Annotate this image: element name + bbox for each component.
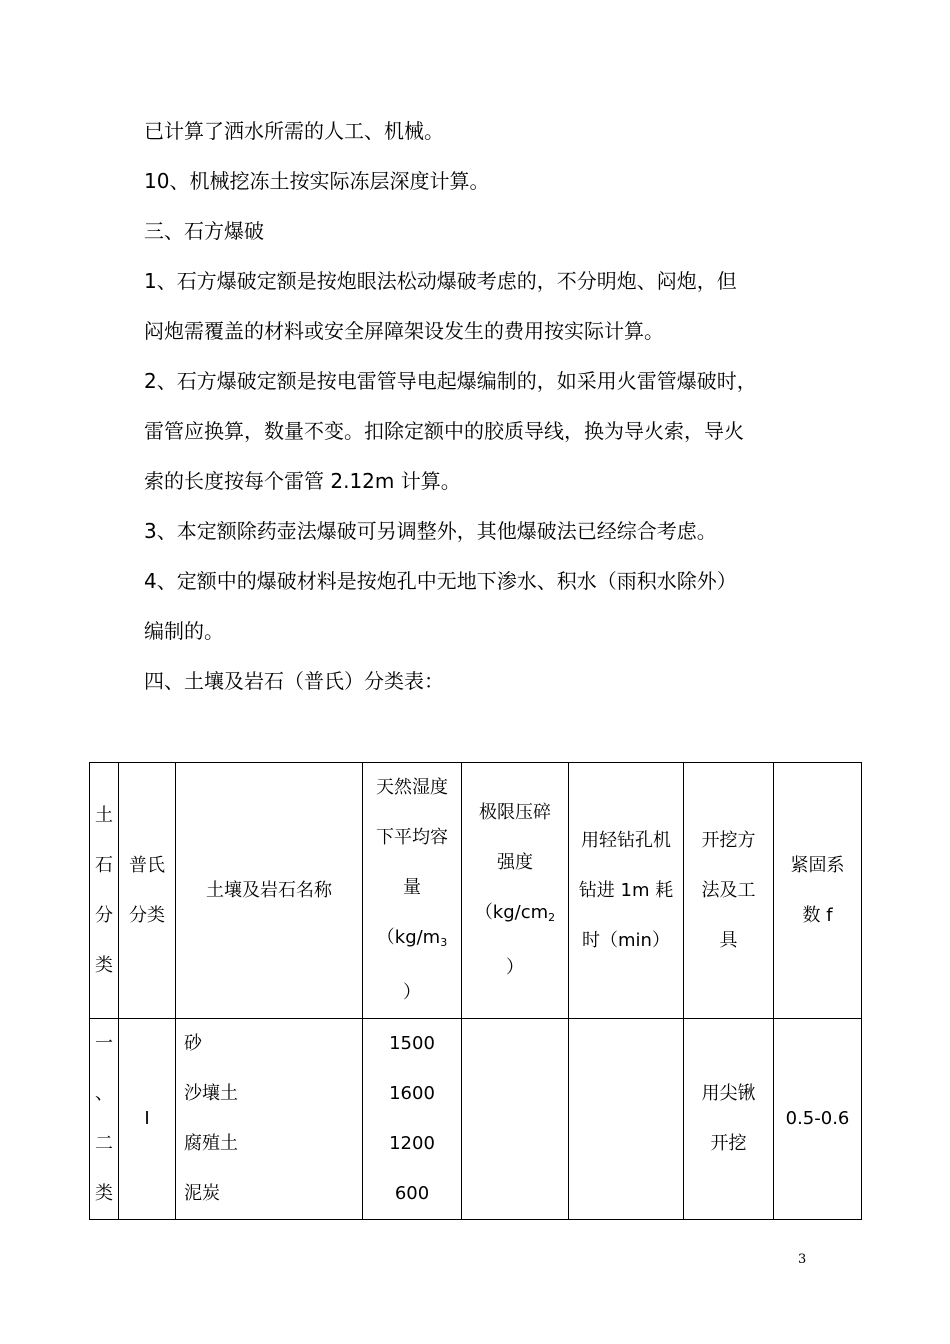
paragraph: 3、本定额除药壶法爆破可另调整外，其他爆破法已经综合考虑。 [144, 519, 717, 543]
header-coefficient: 紧固系 数 f [774, 763, 862, 1019]
header-density: 天然湿度 下平均容 量 （$kg/m_3$ ） [363, 763, 462, 1019]
paragraph: 1、石方爆破定额是按炮眼法松动爆破考虑的，不分明炮、闷炮，但 [144, 269, 737, 293]
paragraph: 已计算了洒水所需的人工、机械。 [144, 119, 444, 143]
section-heading: 三、石方爆破 [144, 219, 264, 243]
header-strength: 极限压碎 强度 （$kg/cm_2$ ） [462, 763, 569, 1019]
row-category: 一 、 二 类 [90, 1019, 119, 1220]
paragraph: 闷炮需覆盖的材料或安全屏障架设发生的费用按实际计算。 [144, 319, 664, 343]
header-method: 开挖方 法及工 具 [684, 763, 774, 1019]
page-number: 3 [798, 1252, 807, 1267]
table-header-row [90, 763, 862, 1019]
row-method: 用尖锹 开挖 [684, 1019, 774, 1220]
paragraph: 编制的。 [144, 619, 224, 643]
row-densities: 1500 1600 1200 600 [363, 1019, 462, 1220]
paragraph: 索的长度按每个雷管 2.12m 计算。 [144, 469, 461, 493]
row-strength [462, 1019, 569, 1220]
row-names: 砂 沙壤土 腐殖土 泥炭 [176, 1019, 363, 1220]
header-drill-time: 用轻钻孔机 钻进 1m 耗 时（min） [569, 763, 684, 1019]
paragraph: 4、定额中的爆破材料是按炮孔中无地下渗水、积水（雨积水除外） [144, 569, 737, 593]
section-heading: 四、土壤及岩石（普氏）分类表： [144, 669, 444, 693]
paragraph: 2、石方爆破定额是按电雷管导电起爆编制的，如采用火雷管爆破时， [144, 369, 757, 393]
header-category: 土 石 分 类 [90, 763, 119, 1019]
row-drill-time [569, 1019, 684, 1220]
row-class: I [119, 1019, 176, 1220]
row-coefficient: 0.5-0.6 [774, 1019, 862, 1220]
soil-rock-classification-table [89, 762, 862, 1220]
table-row [90, 1019, 862, 1220]
header-protodyakonov: 普氏 分类 [119, 763, 176, 1019]
header-name: 土壤及岩石名称 [176, 763, 363, 1019]
paragraph: 雷管应换算，数量不变。扣除定额中的胶质导线，换为导火索，导火 [144, 419, 744, 443]
paragraph: 10、机械挖冻土按实际冻层深度计算。 [144, 169, 490, 193]
